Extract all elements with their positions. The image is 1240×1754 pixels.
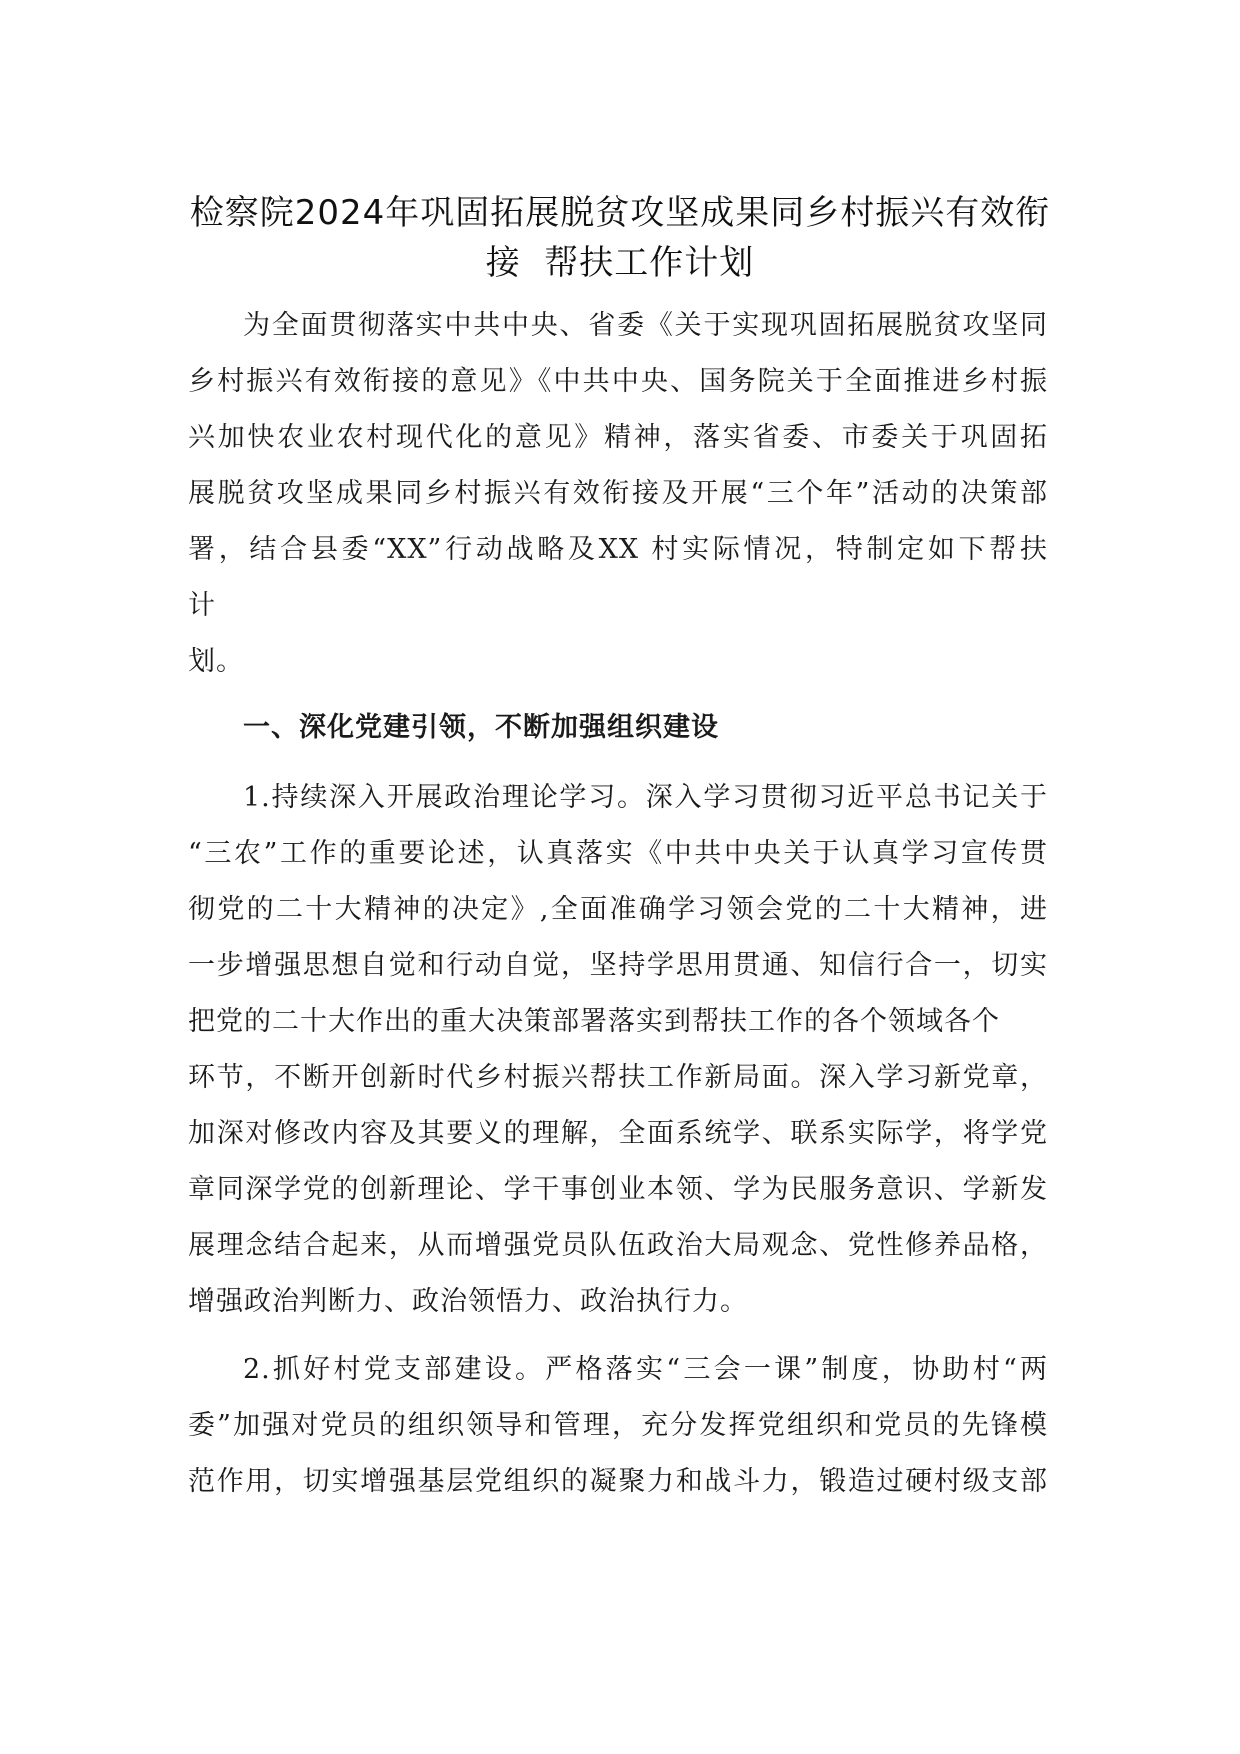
paragraph-line: 彻党的二十大精神的决定》,全面准确学习领会党的二十大精神，进	[188, 894, 1048, 925]
paragraph-line: “三农”工作的重要论述，认真落实《中共中央关于认真学习宣传贯	[188, 838, 1048, 869]
paragraph-line: 范作用，切实增强基层党组织的凝聚力和战斗力，锻造过硬村级支部	[188, 1466, 1048, 1497]
document-title-line1: 检察院2024年巩固拓展脱贫攻坚成果同乡村振兴有效衔	[189, 193, 1051, 233]
section-heading: 一、深化党建引领，不断加强组织建设	[243, 712, 719, 743]
item2-paragraph	[188, 1342, 1048, 1510]
document-title-line2: 接 帮扶工作计划	[485, 243, 755, 283]
paragraph-line: 环节，不断开创新时代乡村振兴帮扶工作新局面。深入学习新党章，	[188, 1062, 1048, 1093]
paragraph-line: 乡村振兴有效衔接的意见》《中共中央、国务院关于全面推进乡村振	[188, 366, 1048, 397]
paragraph-line: 增强政治判断力、政治领悟力、政治执行力。	[188, 1286, 748, 1317]
paragraph-line: 2.抓好村党支部建设。严格落实“三会一课”制度，协助村“两	[243, 1354, 1048, 1385]
paragraph-line: 展理念结合起来，从而增强党员队伍政治大局观念、党性修养品格，	[188, 1230, 1048, 1261]
item1-paragraph	[188, 770, 1048, 1330]
paragraph-line: 划。	[188, 646, 244, 677]
paragraph-line: 为全面贯彻落实中共中央、省委《关于实现巩固拓展脱贫攻坚同	[243, 310, 1048, 341]
paragraph-line: 1.持续深入开展政治理论学习。深入学习贯彻习近平总书记关于	[243, 782, 1048, 813]
paragraph-line: 章同深学党的创新理论、学干事创业本领、学为民服务意识、学新发	[188, 1174, 1048, 1205]
paragraph-line: 一步增强思想自觉和行动自觉，坚持学思用贯通、知信行合一，切实	[188, 950, 1048, 981]
paragraph-line: 把党的二十大作出的重大决策部署落实到帮扶工作的各个领域各个	[188, 1006, 1000, 1037]
intro-paragraph	[188, 298, 1048, 690]
paragraph-line: 计	[188, 590, 216, 621]
paragraph-line: 署，结合县委“XX”行动战略及XX 村实际情况，特制定如下帮扶	[188, 534, 1048, 565]
paragraph-line: 加深对修改内容及其要义的理解，全面系统学、联系实际学，将学党	[188, 1118, 1048, 1149]
paragraph-line: 委”加强对党员的组织领导和管理，充分发挥党组织和党员的先锋模	[188, 1410, 1048, 1441]
paragraph-line: 兴加快农业农村现代化的意见》精神，落实省委、市委关于巩固拓	[188, 422, 1048, 453]
paragraph-line: 展脱贫攻坚成果同乡村振兴有效衔接及开展“三个年”活动的决策部	[188, 478, 1048, 509]
